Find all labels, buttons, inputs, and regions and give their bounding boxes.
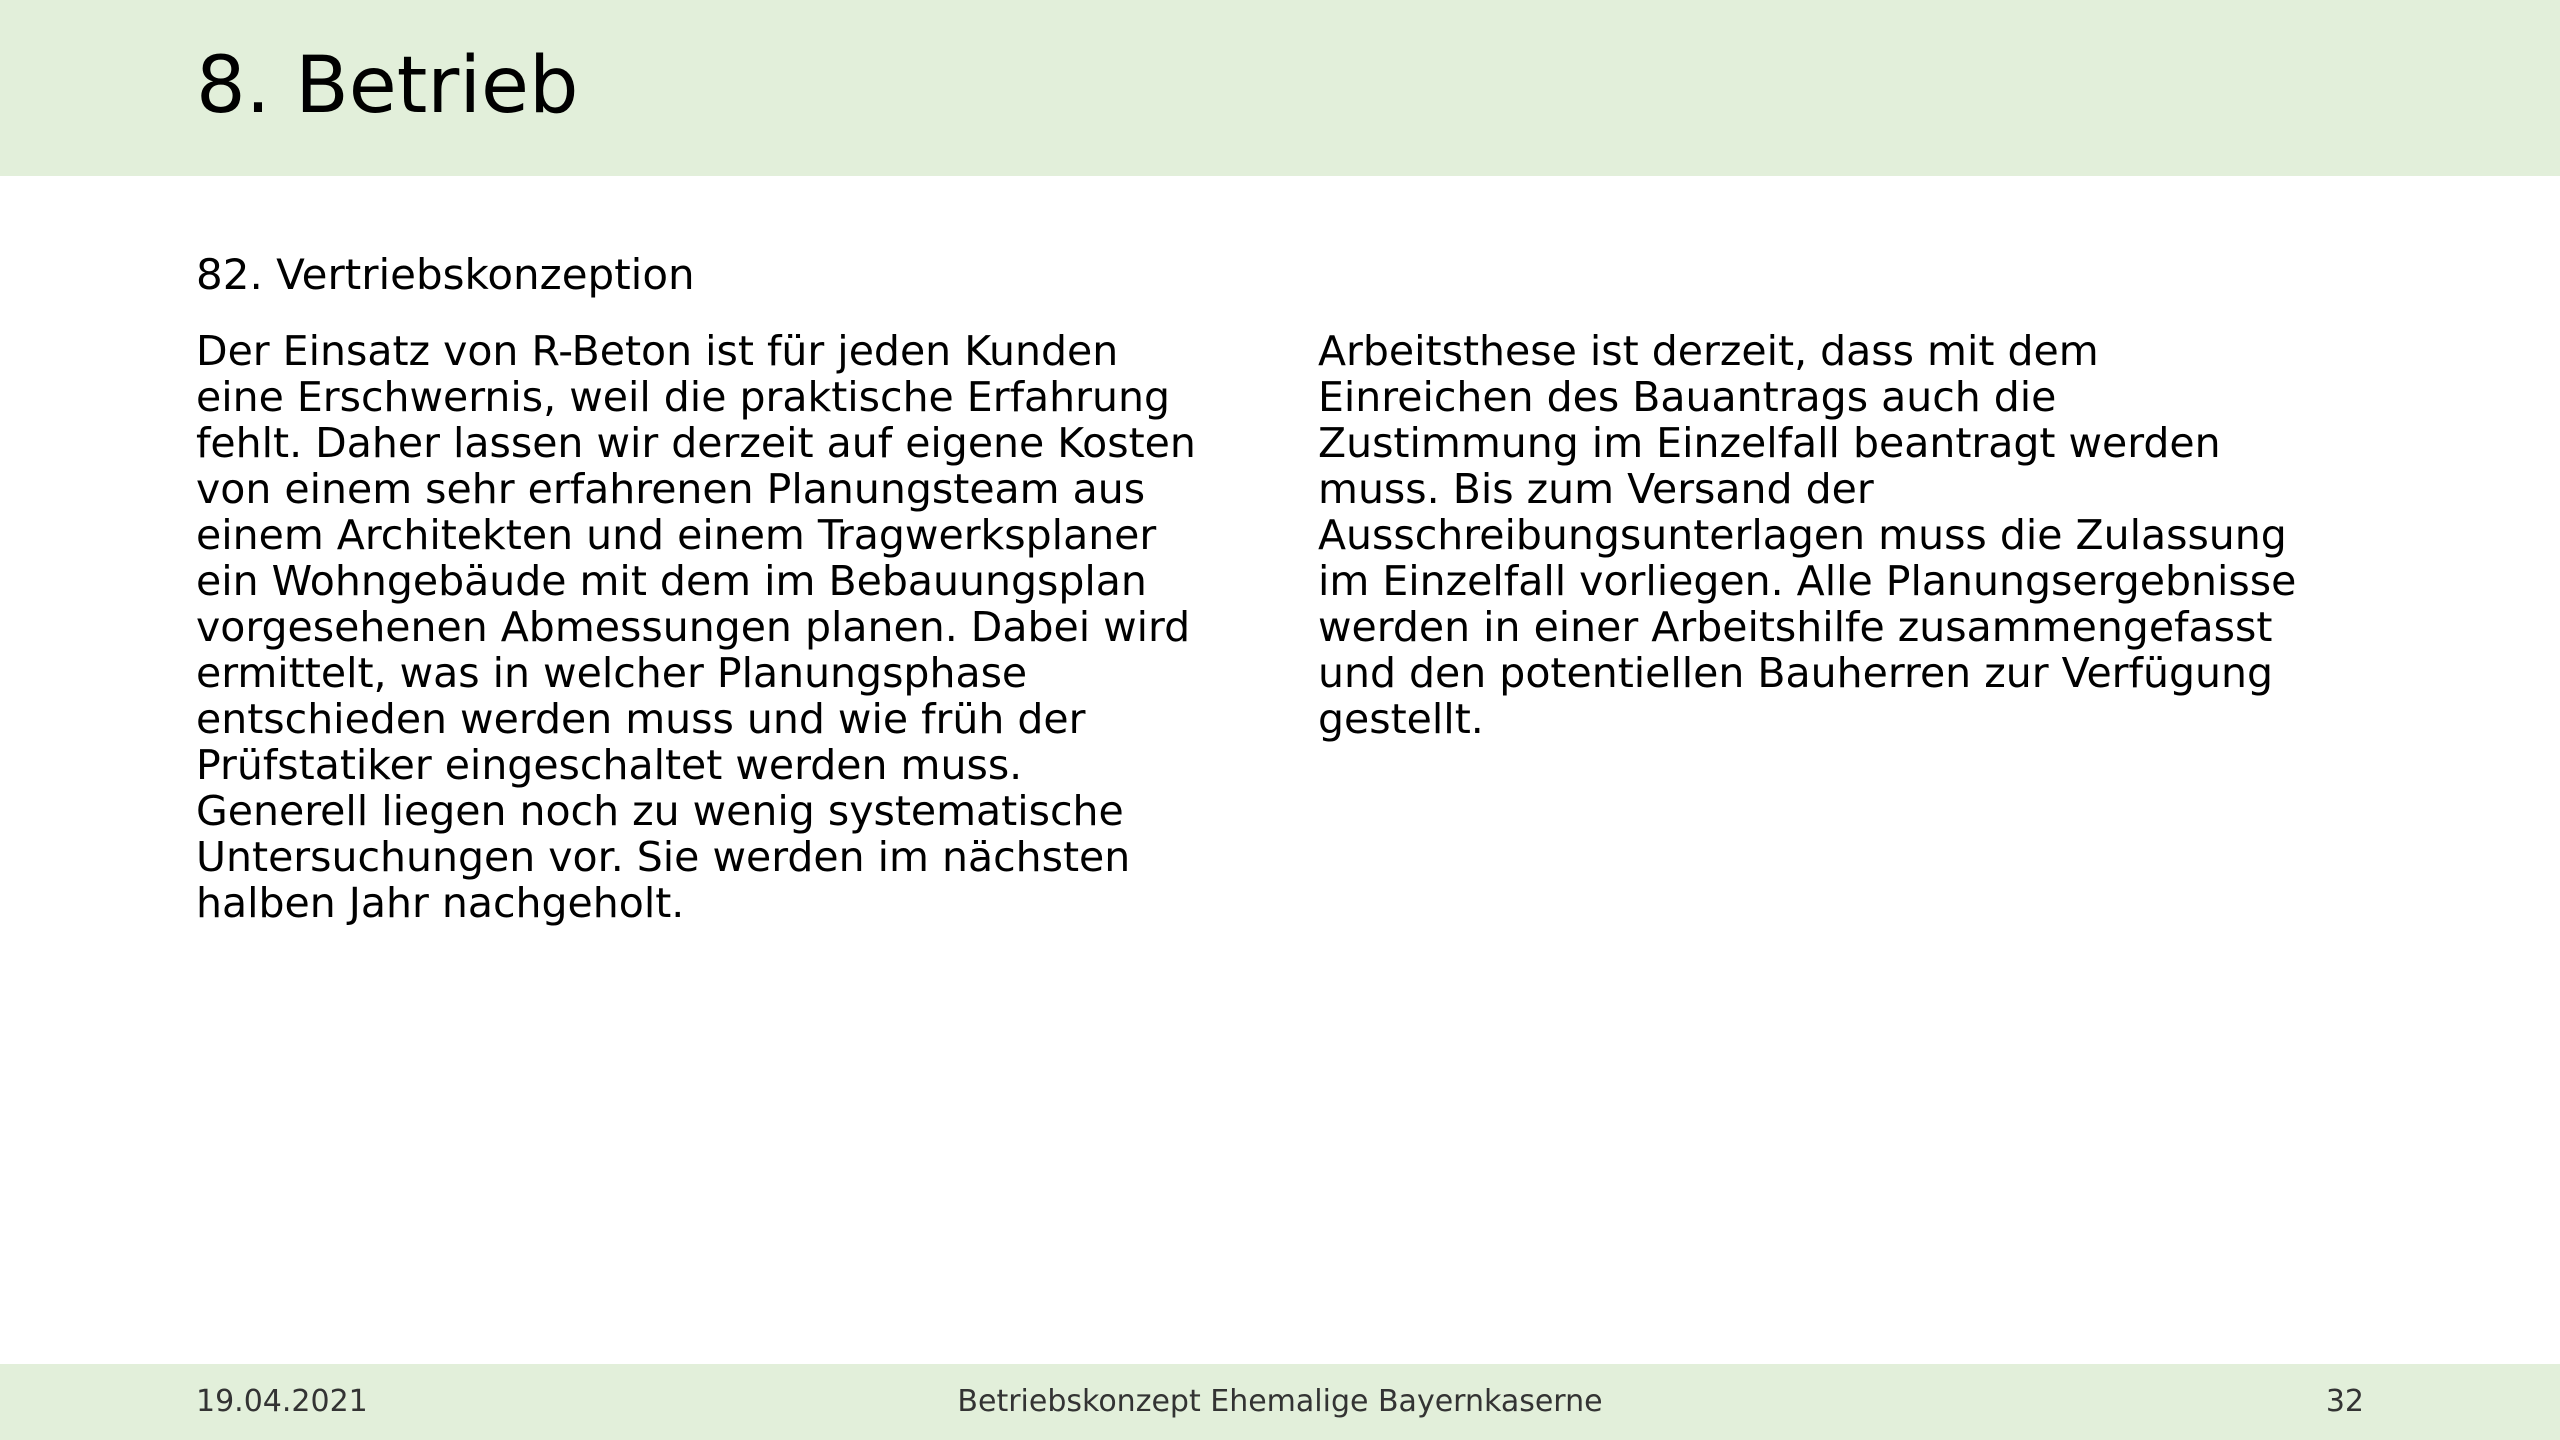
text-line: Prüfstatiker eingeschaltet werden muss. <box>196 741 1023 789</box>
text-line: Ausschreibungsunterlagen muss die Zulassung <box>1318 511 2287 559</box>
text-line: von einem sehr erfahrenen Planungsteam aus <box>196 465 1146 513</box>
text-line: und den potentiellen Bauherren zur Verfügung <box>1318 649 2273 697</box>
text-line: fehlt. Daher lassen wir derzeit auf eigene Kosten <box>196 419 1196 467</box>
text-line: Der Einsatz von R-Beton ist für jeden Kunden <box>196 327 1119 375</box>
text-line: Untersuchungen vor. Sie werden im nächsten <box>196 833 1131 881</box>
text-line: Arbeitsthese ist derzeit, dass mit dem <box>1318 327 2099 375</box>
text-line: Zustimmung im Einzelfall beantragt werden <box>1318 419 2221 467</box>
footer-date: 19.04.2021 <box>196 1384 368 1419</box>
right-text-column <box>1318 328 2458 742</box>
text-line: werden in einer Arbeitshilfe zusammengefasst <box>1318 603 2273 651</box>
text-line: im Einzelfall vorliegen. Alle Planungsergebnisse <box>1318 557 2297 605</box>
text-line: Einreichen des Bauantrags auch die <box>1318 373 2057 421</box>
text-line: gestellt. <box>1318 695 1484 743</box>
text-line: ein Wohngebäude mit dem im Bebauungsplan <box>196 557 1147 605</box>
left-text-column <box>196 328 1276 926</box>
text-line: ermittelt, was in welcher Planungsphase <box>196 649 1028 697</box>
text-line: muss. Bis zum Versand der <box>1318 465 1874 513</box>
text-line: Generell liegen noch zu wenig systematische <box>196 787 1124 835</box>
text-line: eine Erschwernis, weil die praktische Erfahrung <box>196 373 1170 421</box>
text-line: entschieden werden muss und wie früh der <box>196 695 1086 743</box>
page-number: 32 <box>2325 1384 2364 1419</box>
text-line: halben Jahr nachgeholt. <box>196 879 685 927</box>
text-line: vorgesehenen Abmessungen planen. Dabei wird <box>196 603 1191 651</box>
page-title: 8. Betrieb <box>196 41 579 131</box>
text-line: einem Architekten und einem Tragwerksplaner <box>196 511 1157 559</box>
footer-title: Betriebskonzept Ehemalige Bayernkaserne <box>957 1384 1603 1419</box>
section-heading: 82. Vertriebskonzeption <box>196 250 695 299</box>
